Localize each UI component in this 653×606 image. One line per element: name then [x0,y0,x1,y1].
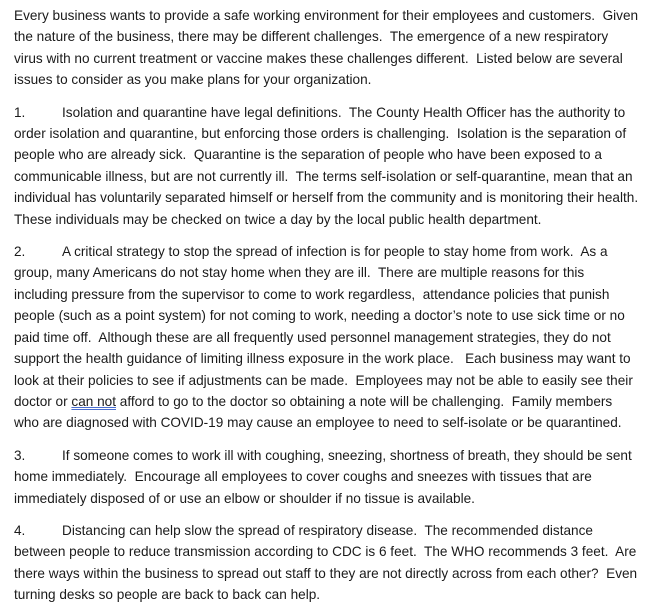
list-item-2 [14,241,639,434]
list-item-text-continued: afford to go to the doctor so obtaining a note will be challenging. Family members who are diagnosed with COVID-19 may cause an employee to need to self-isolate or be quarantined. [14,393,622,431]
list-item-number: 4. [14,522,26,538]
list-item-text: Distancing can help slow the spread of respiratory disease. The recommended distance between people to reduce transmission according to CDC is 6 feet. The WHO recommends 3 feet. Are there ways within the business to spread out staff to they are not directly across from each other? Even turning desks so people are back to back can help. [14,522,641,603]
grammar-flagged-text[interactable]: can not [71,393,117,409]
list-item-number: 3. [14,447,26,463]
list-item-text: A critical strategy to stop the spread of infection is for people to stay home from work. As a group, many Americans do not stay home when they are ill. There are multiple reasons for this including pressure from the supervisor to come to work regardless, attendance policies that punish people (such as a point system) for not coming to work, needing a doctor’s note to use sick time or no paid time off. Although these are all frequently used personnel management strategies, they do not support the health guidance of limiting illness exposure in the work place. Each business may want to look at their policies to see if adjustments can be made. Employees may not be able to easily see their doctor or [14,244,637,409]
intro-paragraph: Every business wants to provide a safe working environment for their employees and customers. Given the nature of the business, there may be different challenges. The emergence of a new respiratory virus with no current treatment or vaccine makes these challenges different. Listed below are several issues to consider as you make plans for your organization. [14,8,642,88]
list-item-text: Isolation and quarantine have legal definitions. The County Health Officer has the authority to order isolation and quarantine, but enforcing those orders is challenging. Isolation is the separation of people who are already sick. Quarantine is the separation of people who have been exposed to a communicable illness, but are not currently ill. The terms self-isolation or self-quarantine, mean that an individual has voluntarily separated himself or herself from the community and is monitoring their health. These individuals may be checked on twice a day by the local public health department. [14,104,646,227]
list-item-number: 1. [14,104,26,120]
list-item-number: 2. [14,244,26,260]
list-item-text: If someone comes to work ill with coughing, sneezing, shortness of breath, they should be sent home immediately. Encourage all employees to cover coughs and sneezes with tissues that are immediately disposed of or use an elbow or shoulder if no tissue is available. [14,447,636,506]
list-item-1 [14,102,646,230]
list-item-3 [14,445,639,509]
list-item-4 [14,520,639,606]
